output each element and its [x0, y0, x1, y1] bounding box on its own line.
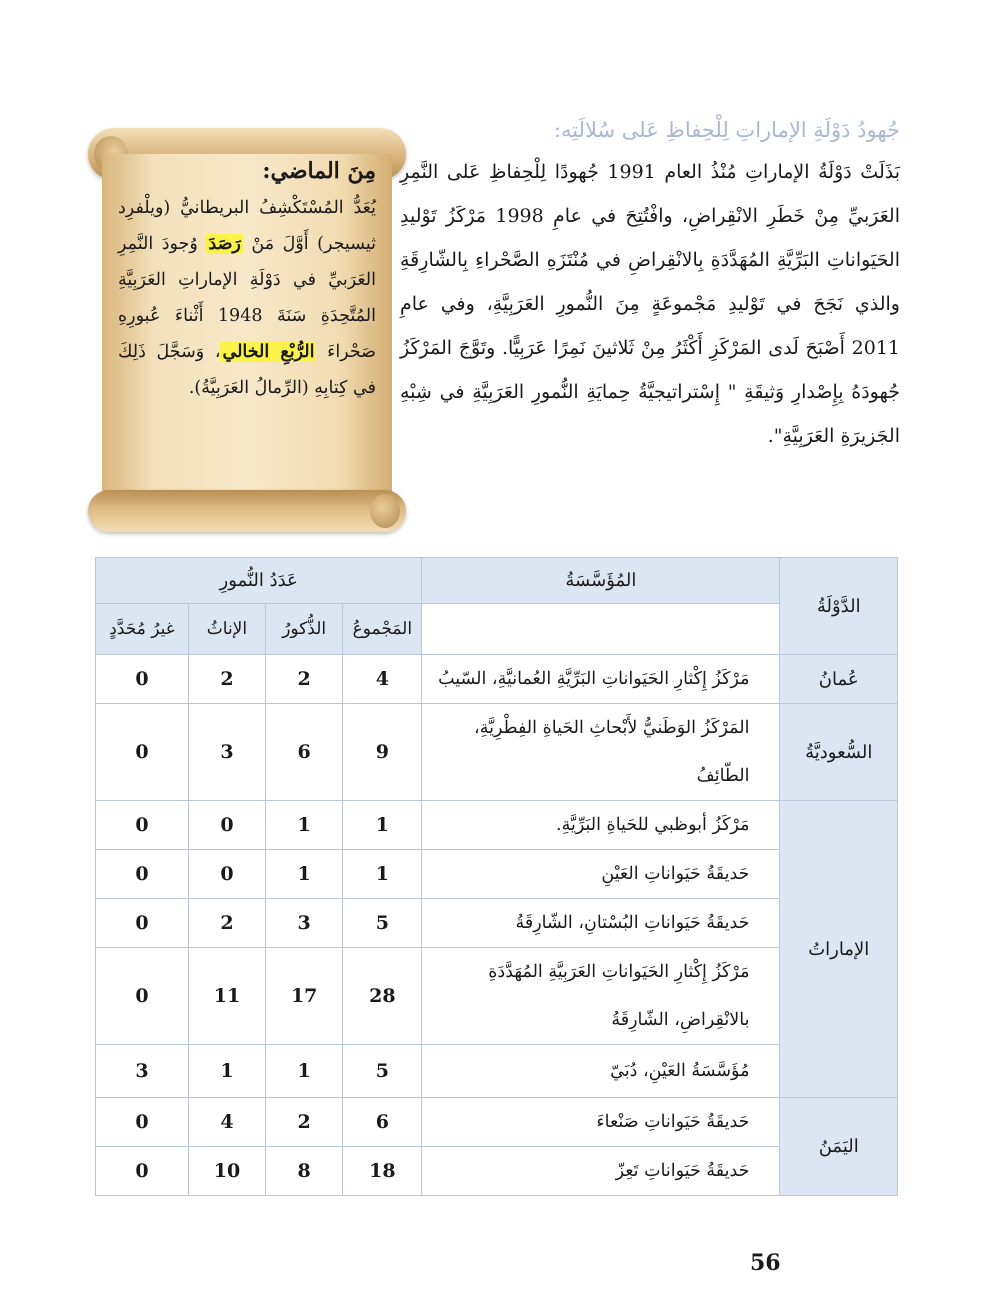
males-cell: 1 [265, 801, 342, 850]
males-cell: 8 [265, 1147, 342, 1196]
males-cell: 3 [265, 899, 342, 948]
unknown-cell: 0 [96, 850, 189, 899]
table-row [96, 1147, 898, 1196]
males-cell: 17 [265, 948, 342, 1045]
table-row [96, 704, 898, 801]
institution-cell: مَرْكَزُ إِكْثارِ الحَيَواناتِ العَرَبِيَّةِ المُهَدَّدَةِ بالانْقِراضِ، الشّارِقَةُ [422, 948, 780, 1045]
unknown-cell: 0 [96, 948, 189, 1045]
scroll-text-after: ، وَسَجَّلَ ذَلِكَ في كِتابِهِ (الرِّمالُ العَرَبِيَّةُ). [118, 342, 376, 398]
header-unknown: غيرُ مُحَدَّدٍ [96, 604, 189, 655]
unknown-cell: 3 [96, 1045, 189, 1098]
males-cell: 1 [265, 850, 342, 899]
article-body: بَذَلَتْ دَوْلَةُ الإماراتِ مُنْذُ العام 1991 جُهودًا لِلْحِفاظِ عَلى النَّمِرِ العَرَبيِّ مِنْ خَطَرِ الانْقِراضِ، وافْتُتِحَ في عامِ 1998 مَرْكَزُ تَوْليدِ الحَيَواناتِ البَرِّيَّةِ المُهَدَّدَةِ بِالانْقِراضِ في مُنْتَزَهِ الصَّحْراءِ بِالشّارِقَةِ والذي نَجَحَ في تَوْليدِ مَجْموعَةٍ مِنَ النُّمورِ العَرَبِيَّةِ، وفي عامِ 2011 أَصْبَحَ لَدى المَرْكَزِ أَكْثَرُ مِنْ ثَلاثينَ نَمِرًا عَرَبِيًّا. وتَوَّجَ المَرْكَزُ جُهودَهُ بِإِصْدارِ وَثيقَةِ " إِسْتراتيجيَّةُ حِمايَةِ النُّمورِ العَرَبِيَّةِ في شِبْهِ الجَزيرَةِ العَرَبِيَّةِ". [400, 161, 901, 447]
total-cell: 9 [343, 704, 422, 801]
header-country: الدَّوْلَةُ [780, 558, 898, 655]
females-cell: 1 [188, 1045, 265, 1098]
males-cell: 2 [265, 1098, 342, 1147]
table-row [96, 1045, 898, 1098]
unknown-cell: 0 [96, 1147, 189, 1196]
header-institution: المُؤَسَّسَةُ [422, 558, 780, 604]
scroll-title: مِنَ الماضي: [262, 158, 376, 184]
females-cell: 0 [188, 801, 265, 850]
table-row [96, 899, 898, 948]
unknown-cell: 0 [96, 704, 189, 801]
scroll-text-before: يُعَدُّ المُسْتَكْشِفُ البريطانيُّ (ويلْفرِد ثيسيجر) أَوَّلَ مَنْ [118, 198, 376, 254]
country-yemen: اليَمَنُ [780, 1098, 898, 1196]
females-cell: 2 [188, 655, 265, 704]
country-oman: عُمانُ [780, 655, 898, 704]
total-cell: 18 [343, 1147, 422, 1196]
scroll-content [118, 158, 376, 406]
table-row [96, 1098, 898, 1147]
unknown-cell: 0 [96, 655, 189, 704]
header-total: المَجْموعُ [343, 604, 422, 655]
article-heading: جُهودُ دَوْلَةِ الإماراتِ لِلْحِفاظِ عَلى سُلالَتِه: [553, 118, 900, 142]
females-cell: 2 [188, 899, 265, 948]
page-number: 56 [750, 1250, 781, 1276]
males-cell: 2 [265, 655, 342, 704]
females-cell: 10 [188, 1147, 265, 1196]
total-cell: 28 [343, 948, 422, 1045]
institution-cell: مَرْكَزُ إِكْثارِ الحَيَواناتِ البَرِّيَّةِ العُمانيَّةِ، السّيبُ [422, 655, 780, 704]
institution-cell: المَرْكَزُ الوَطَنيُّ لأَبْحاثِ الحَياةِ الفِطْرِيَّةِ، الطّائِفُ [422, 704, 780, 801]
scroll-bottom-roll [88, 490, 406, 532]
tiger-table [95, 557, 898, 1196]
header-females: الإناثُ [188, 604, 265, 655]
institution-cell: مُؤَسَّسَةُ العَيْنِ، دُبَيّ [422, 1045, 780, 1098]
institution-cell: مَرْكَزُ أبوظبي للحَياةِ البَرِّيَّةِ. [422, 801, 780, 850]
total-cell: 5 [343, 1045, 422, 1098]
institution-cell: حَديقَةُ حَيَواناتِ صَنْعاءَ [422, 1098, 780, 1147]
males-cell: 6 [265, 704, 342, 801]
history-scroll [88, 128, 406, 533]
scroll-highlight-empty-quarter: الرُّبْعِ الخالي [222, 342, 315, 362]
females-cell: 0 [188, 850, 265, 899]
females-cell: 3 [188, 704, 265, 801]
article [400, 118, 900, 458]
unknown-cell: 0 [96, 899, 189, 948]
institution-cell: حَديقَةُ حَيَواناتِ تَعِزّ [422, 1147, 780, 1196]
total-cell: 1 [343, 801, 422, 850]
unknown-cell: 0 [96, 801, 189, 850]
females-cell: 4 [188, 1098, 265, 1147]
header-males: الذُّكورُ [265, 604, 342, 655]
table-row [96, 801, 898, 850]
total-cell: 5 [343, 899, 422, 948]
table-row [96, 655, 898, 704]
country-saudi: السُّعوديَّةُ [780, 704, 898, 801]
total-cell: 1 [343, 850, 422, 899]
header-tiger-count: عَدَدُ النُّمورِ [96, 558, 422, 604]
scroll-text [118, 190, 376, 406]
header-institution-blank [422, 604, 780, 655]
total-cell: 6 [343, 1098, 422, 1147]
unknown-cell: 0 [96, 1098, 189, 1147]
table-row [96, 850, 898, 899]
country-uae: الإماراتُ [780, 801, 898, 1098]
scroll-text-middle: وُجودَ النَّمِرِ العَرَبيِّ في دَوْلَةِ الإماراتِ العَرَبِيَّةِ المُتَّحِدَةِ سَنَةَ 1948 أَثْناءَ عُبورِهِ صَحْراءَ [118, 234, 376, 362]
table-row [96, 948, 898, 1045]
females-cell: 11 [188, 948, 265, 1045]
scroll-highlight-observed: رَصَدَ [208, 234, 241, 254]
total-cell: 4 [343, 655, 422, 704]
males-cell: 1 [265, 1045, 342, 1098]
institution-cell: حَديقَةُ حَيَواناتِ العَيْنِ [422, 850, 780, 899]
institution-cell: حَديقَةُ حَيَواناتِ البُسْتانِ، الشّارِقَةُ [422, 899, 780, 948]
